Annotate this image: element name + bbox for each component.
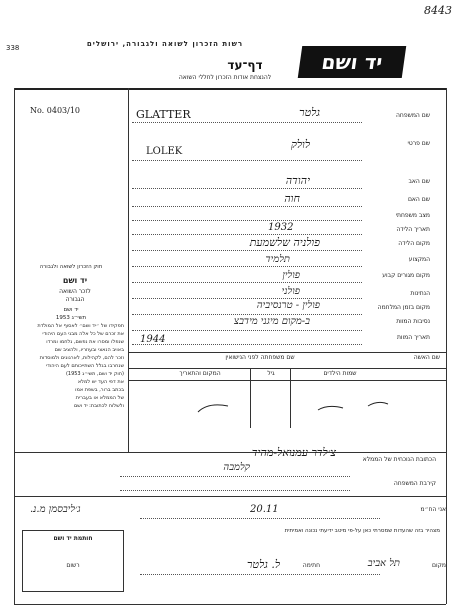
- field-value[interactable]: 1932: [268, 222, 294, 233]
- field-label: נסיבות המוות: [396, 318, 430, 325]
- declaration-text: מצהיר בזה שהעדות שמסרתי כאן על-פי מיטב ידיעתי נכונה ואמיתית: [284, 528, 440, 534]
- field-line: [140, 574, 380, 575]
- field-value-hebrew[interactable]: לולק: [291, 138, 310, 151]
- children-col-name: שמות הילדים: [323, 370, 357, 377]
- section-divider: [128, 352, 446, 353]
- field-label: מקום מגורים קבוע: [382, 272, 430, 279]
- field-line: [132, 298, 362, 299]
- org-line: רשות הזכרון לשואה ולגבורה, ירושלים: [86, 40, 244, 48]
- field-line: [132, 314, 362, 315]
- yad-vashem-logo: יד ושם: [298, 46, 406, 78]
- field-line: [120, 490, 350, 491]
- frame-right: [446, 88, 447, 604]
- law-line: (חוק יד ושם, תשי״ג 1953): [65, 371, 124, 377]
- law-line: וזכר להם, לקהילות, לארגונים ולמוסדות: [39, 355, 124, 361]
- org-box-title: יד ושם: [62, 276, 88, 285]
- field-line: [132, 344, 362, 345]
- field-label: שם האם: [407, 196, 430, 203]
- field-line: [140, 518, 380, 519]
- field-label: שם האב: [408, 178, 430, 185]
- ref-number: No. 0403/10: [30, 106, 80, 115]
- law-line: ולשלוח לכתובת: יד ושם: [73, 403, 124, 409]
- field-value[interactable]: 1944: [140, 334, 166, 345]
- field-value-hebrew[interactable]: תלמיד: [265, 254, 290, 265]
- stamp-line: רשום: [66, 562, 80, 569]
- spouse-label: שם האשה: [413, 354, 440, 361]
- corner-number: 8443: [424, 4, 452, 17]
- field-label: מקום בזמן המלחמה: [377, 304, 430, 311]
- field-label: תאריך המוות: [396, 334, 430, 341]
- frame-bottom: [14, 604, 446, 605]
- field-line: [132, 220, 362, 221]
- field-line: [132, 250, 362, 251]
- law-line: את זכרם של כל אלה מבני העם היהודי: [42, 331, 124, 337]
- declarant-address-line2[interactable]: קלמבה: [223, 462, 250, 473]
- law-text-body: [18, 306, 124, 410]
- org-box-line2: לזכר השואה: [59, 288, 91, 295]
- law-line: בכתב ברור, בשפת אמו: [75, 387, 124, 393]
- law-line: יד ושם: [63, 307, 79, 313]
- declarant-date[interactable]: 20.11: [250, 504, 279, 515]
- law-line: של הממלא או בעברית: [75, 395, 124, 401]
- field-label: מצב משפחתי: [395, 212, 430, 219]
- children-col-age: גיל: [267, 370, 275, 377]
- field-label: מקום הלידה: [398, 240, 430, 247]
- field-label: שם המשפחה: [396, 112, 430, 119]
- field-value-hebrew[interactable]: פולין: [282, 270, 300, 281]
- children-col-place: המקום והתאריך: [179, 370, 221, 377]
- frame-top: [14, 88, 446, 90]
- law-line: חוק הזכרון לשואה ולגבורה: [39, 264, 103, 270]
- field-value-hebrew[interactable]: גלטר: [299, 106, 320, 119]
- relation-label: קירבת המשפחה: [393, 480, 436, 487]
- law-line: שנפלו ומסרו את נפשם, נלחמו ומרדו: [46, 339, 124, 345]
- field-line: [132, 206, 362, 207]
- field-value-hebrew[interactable]: חוה: [284, 192, 300, 205]
- children-table-top: [128, 368, 446, 369]
- frame-left: [14, 88, 15, 604]
- field-label: שם פרטי: [407, 140, 430, 147]
- declarant-i: אני הח״מ: [420, 506, 446, 513]
- field-label: תאריך הלידה: [396, 226, 430, 233]
- law-text: [18, 264, 124, 270]
- law-line: את דפי העד יש למלא: [77, 379, 124, 385]
- form-subtitle: להנצחת אודות הזכרון לחללי השואה: [178, 74, 272, 81]
- field-line: [132, 282, 362, 283]
- spouse-note: שם משפחתה לפני הנישואין: [225, 354, 295, 361]
- place-label: מקום: [432, 562, 446, 569]
- declarant-label: הכתובת הנוכחית של הממלא: [362, 456, 436, 463]
- field-value-hebrew[interactable]: פולניה שלשמעת: [249, 236, 320, 249]
- field-value-hebrew[interactable]: פולין - טרנסיביה: [256, 300, 320, 311]
- field-value-latin[interactable]: LOLEK: [146, 146, 183, 157]
- field-line: [132, 234, 362, 235]
- field-value-hebrew[interactable]: פולני: [281, 286, 300, 297]
- field-value-hebrew[interactable]: יהודה: [285, 174, 310, 187]
- field-line: [132, 330, 362, 331]
- side-number: 338: [6, 44, 20, 52]
- law-line: שנחרבו בגלל השתייכותם לעם היהודי: [46, 363, 124, 369]
- children-table-header-line: [128, 380, 446, 381]
- field-label: הנתינות: [410, 290, 430, 297]
- place-value[interactable]: תל אביב: [367, 558, 400, 569]
- field-line: [120, 476, 350, 477]
- section-divider: [14, 496, 446, 497]
- org-box-line3: הגבורה: [65, 296, 85, 303]
- field-value-hebrew[interactable]: ב-מקום מיגני מידבצ: [233, 316, 310, 327]
- declarant-address-line1[interactable]: צ׳לדר עמנואל-מהיד: [251, 446, 336, 459]
- field-line: [132, 160, 362, 161]
- signature-label: חתימה: [302, 562, 320, 569]
- field-line: [132, 266, 362, 267]
- form-title: דף־עד: [227, 58, 263, 72]
- law-line: תשי״ג 1953: [55, 315, 87, 321]
- declarant-name[interactable]: ג׳ליבסמן מ.נ.: [30, 504, 81, 515]
- signature-value[interactable]: ל. גלטר: [247, 558, 280, 571]
- office-stamp-box: [22, 530, 124, 592]
- field-line: [132, 122, 362, 123]
- field-label: המקצוע: [408, 256, 430, 263]
- children-dash-marks: [128, 384, 446, 424]
- stamp-title: חותמת יד ושם: [53, 535, 93, 542]
- field-value-latin[interactable]: GLATTER: [136, 108, 191, 121]
- law-line: באויב הנאצי ובעוזריו, ולהציב שם: [54, 347, 124, 353]
- law-line: תפקידו של ״יד ושם״ לאסוף אל המולדת: [37, 323, 124, 329]
- field-line: [132, 188, 362, 189]
